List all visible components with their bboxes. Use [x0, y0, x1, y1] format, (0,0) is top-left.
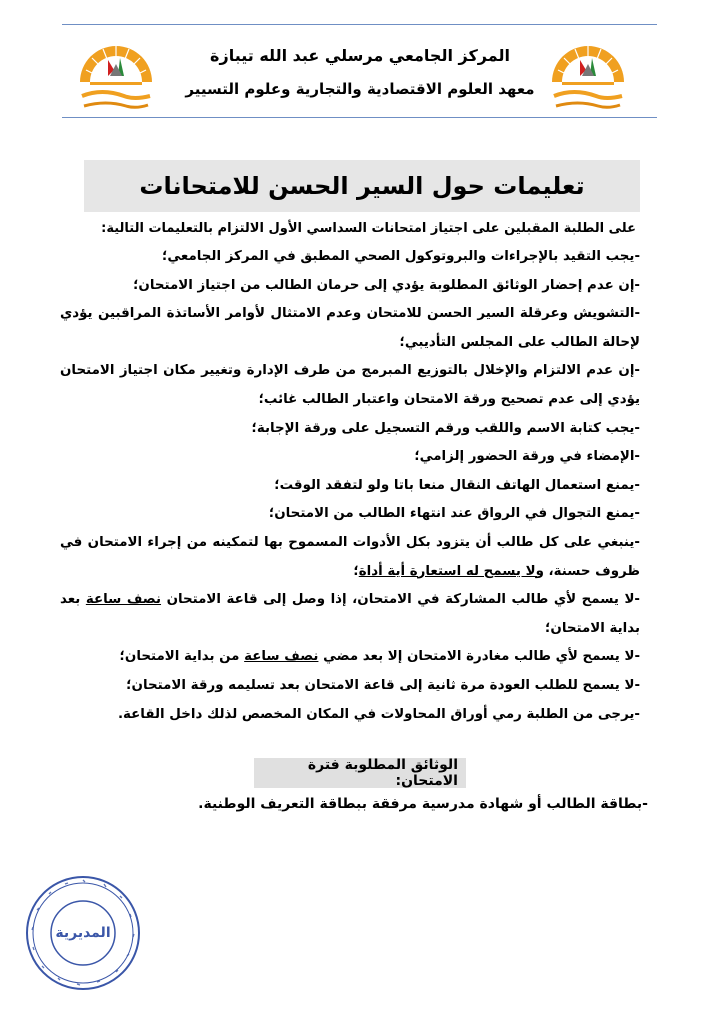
rule-item: -التشويش وعرقلة السير الحسن للامتحان وعدم الامتثال لأوامر الأساتذة المراقبين يؤدي لإحالة الطالب على المجلس التأديبي؛: [60, 306, 640, 350]
rule-text: -ينبغي على كل طالب أن يتزود بكل الأدوات المسموح بها لتمكينه من إجراء الامتحان في ظروف حسنة،: [60, 534, 640, 579]
rule-underlined-text: نصف ساعة: [244, 649, 319, 665]
rule-item: -يجب كتابة الاسم واللقب ورقم التسجيل على ورقة الإجابة؛: [251, 420, 640, 436]
university-logo-icon: [544, 30, 632, 114]
rules-list: [60, 243, 640, 729]
university-logo-left: [72, 30, 160, 114]
rule-text: -لا يسمح لأي طالب مغادرة الامتحان إلا بعد مضي: [318, 649, 640, 665]
university-logo-right: [544, 30, 632, 114]
rule-item: -إن عدم الالتزام والإخلال بالتوزيع المبرمج من طرف الإدارة وتغيير مكان اجتياز الامتحان يؤدي إلى عدم تصحيح ورقة الامتحان واعتبار الطالب غائب؛: [60, 363, 640, 407]
rule-text: من بداية الامتحان؛: [119, 649, 245, 665]
header-bottom-rule: [62, 117, 657, 118]
stamp-center-text: المديرية: [55, 925, 111, 941]
title-banner: [84, 160, 640, 212]
documents-item: -بطاقة الطالب أو شهادة مدرسية مرفقة ببطاقة التعريف الوطنية.: [198, 796, 648, 812]
header-top-rule: [62, 24, 657, 25]
rule-item: -الإمضاء في ورقة الحضور إلزامي؛: [414, 449, 640, 465]
page-title: تعليمات حول السير الحسن للامتحانات: [139, 172, 585, 200]
rule-item: -يجب التقيد بالإجراءات والبروتوكول الصحي المطبق في المركز الجامعي؛: [162, 249, 640, 264]
rule-text: ؛: [353, 563, 359, 579]
header-university-name: المركز الجامعي مرسلي عبد الله تيبازة: [210, 46, 510, 65]
official-stamp: [22, 872, 144, 994]
rule-item: [60, 529, 640, 586]
rule-item: -إن عدم إحضار الوثائق المطلوبة يؤدي إلى حرمان الطالب من اجتياز الامتحان؛: [133, 277, 640, 293]
header-institute-name: معهد العلوم الاقتصادية والتجارية وعلوم التسيير: [185, 80, 535, 98]
rule-underlined-text: ولا يسمح له استعارة أية أداة: [358, 563, 544, 579]
rule-underlined-text: نصف ساعة: [85, 592, 162, 608]
rule-item: -لا يسمح للطلب العودة مرة ثانية إلى قاعة الامتحان بعد تسليمه ورقة الامتحان؛: [126, 677, 640, 693]
intro-text: على الطلبة المقبلين على اجتياز امتحانات السداسي الأول الالتزام بالتعليمات التالية:: [101, 221, 636, 236]
university-logo-icon: [72, 30, 160, 114]
rule-item: [60, 643, 640, 672]
rule-item: -يرجى من الطلبة رمي أوراق المحاولات في المكان المخصص لذلك داخل القاعة.: [117, 706, 640, 722]
rule-item: [60, 586, 640, 643]
documents-heading: الوثائق المطلوبة فترة الامتحان:: [307, 757, 458, 789]
rule-text: -لا يسمح لأي طالب المشاركة في الامتحان، إذا وصل إلى قاعة الامتحان: [161, 592, 640, 608]
documents-heading-box: [254, 758, 466, 788]
rule-item: -يمنع التجوال في الرواق عند انتهاء الطالب من الامتحان؛: [268, 506, 640, 522]
rule-text: بعد بداية الامتحان؛: [60, 592, 640, 636]
rule-item: -يمنع استعمال الهاتف النقال منعا باتا ولو لتفقد الوقت؛: [274, 477, 640, 493]
